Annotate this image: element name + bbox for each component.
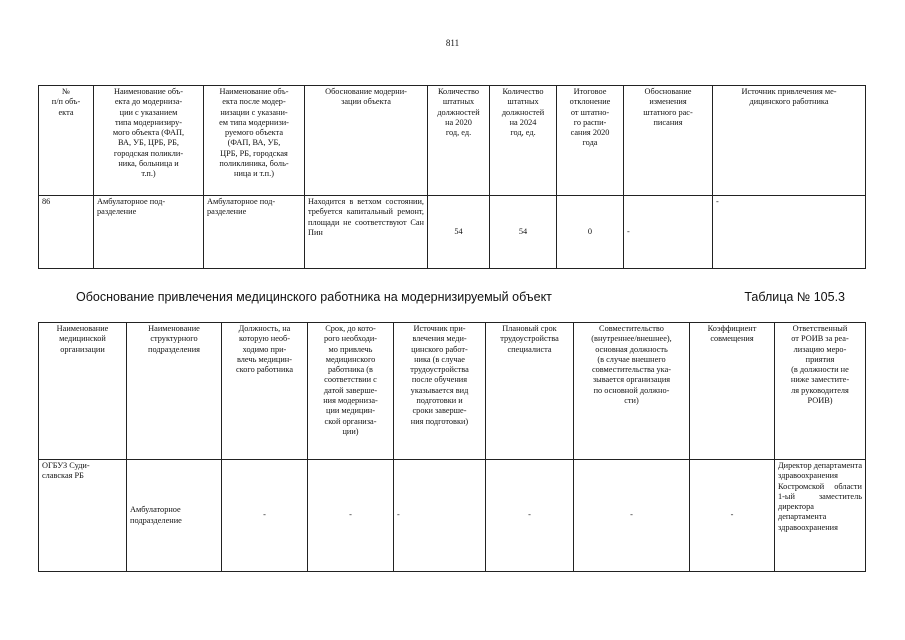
header-cell: Обоснование изменения штатного рас- писания	[624, 86, 713, 196]
header-cell: Наименование объ- екта после модер- низации с указани- ем типа модернизи- руемого объекта (ФАП, ВА, УБ, ЦРБ, РБ, городская поликлиника, боль- ница и т.п.)	[204, 86, 305, 196]
table-header-row	[39, 86, 866, 196]
table-row	[39, 460, 866, 572]
combination: -	[574, 460, 690, 572]
worker-source: -	[713, 196, 866, 269]
staff-2020: 54	[428, 196, 490, 269]
row-number: 86	[39, 196, 94, 269]
header-cell: Ответственный от РОИВ за реа- лизацию меро- приятия (в должности не ниже заместите- ля руководителя РОИВ)	[775, 323, 866, 460]
object-before: Амбулаторное под- разделение	[94, 196, 204, 269]
header-cell: Источник при- влечения меди- цинского работ- ника (в случае трудоустройства после обучения указывается вид подготовки и сроки заверше- ния подготовки)	[394, 323, 486, 460]
header-cell: № п/п объ- екта	[39, 86, 94, 196]
header-cell: Должность, на которую необ- ходимо при- влечь медицин- ского работника	[222, 323, 308, 460]
header-cell: Обоснование модерни- зации объекта	[305, 86, 428, 196]
object-after: Амбулаторное под- разделение	[204, 196, 305, 269]
header-cell: Наименование медицинской организации	[39, 323, 127, 460]
organization-name: ОГБУЗ Суди- славская РБ	[39, 460, 127, 572]
planned-date: -	[486, 460, 574, 572]
recruitment-source: -	[394, 460, 486, 572]
change-reason: -	[624, 196, 713, 269]
header-cell: Срок, до кото- рого необходи- мо привлечь медицинского работника (в соответствии с датой заверше- ния модерниза- ции медицин- ской организа- ции)	[308, 323, 394, 460]
combination-coefficient: -	[690, 460, 775, 572]
position: -	[222, 460, 308, 572]
page-number: 811	[445, 38, 460, 48]
staff-2024: 54	[490, 196, 557, 269]
header-cell: Коэффициент совмещения	[690, 323, 775, 460]
header-cell: Наименование объ- екта до модерниза- ции с указанием типа модернизиру- мого объекта (ФАП, ВА, УБ, ЦРБ, РБ, городская поликли- ника, больница и т.п.)	[94, 86, 204, 196]
modernization-table	[38, 85, 866, 269]
modernization-justification: Находится в ветхом состоянии, требуется капитальный ремонт, площади не соответствуют Сан Пин	[305, 196, 428, 269]
structural-unit: Амбулаторное подразделение	[127, 460, 222, 572]
header-cell: Количество штатных должностей на 2024 год, ед.	[490, 86, 557, 196]
header-cell: Количество штатных должностей на 2020 год, ед.	[428, 86, 490, 196]
table-number: Таблица № 105.3	[744, 290, 845, 304]
header-cell: Источник привлечения ме- дицинского работника	[713, 86, 866, 196]
responsible-official: Директор департамента здравоохранения Костромской области 1-ый заместитель директора департамента здравоохранения	[775, 460, 866, 572]
staffing-table	[38, 322, 866, 572]
header-cell: Плановый срок трудоустройства специалиста	[486, 323, 574, 460]
header-cell: Совместительство (внутреннее/внешнее), основная должность (в случае внешнего совместительства ука- зывается организация по основной должно- сти)	[574, 323, 690, 460]
table-caption: Обоснование привлечения медицинского работника на модернизируемый объект	[76, 290, 552, 304]
table-header-row	[39, 323, 866, 460]
header-cell: Итоговое отклонение от штатно- го распи- сания 2020 года	[557, 86, 624, 196]
header-cell: Наименование структурного подразделения	[127, 323, 222, 460]
table-row	[39, 196, 866, 269]
deadline: -	[308, 460, 394, 572]
staff-deviation: 0	[557, 196, 624, 269]
